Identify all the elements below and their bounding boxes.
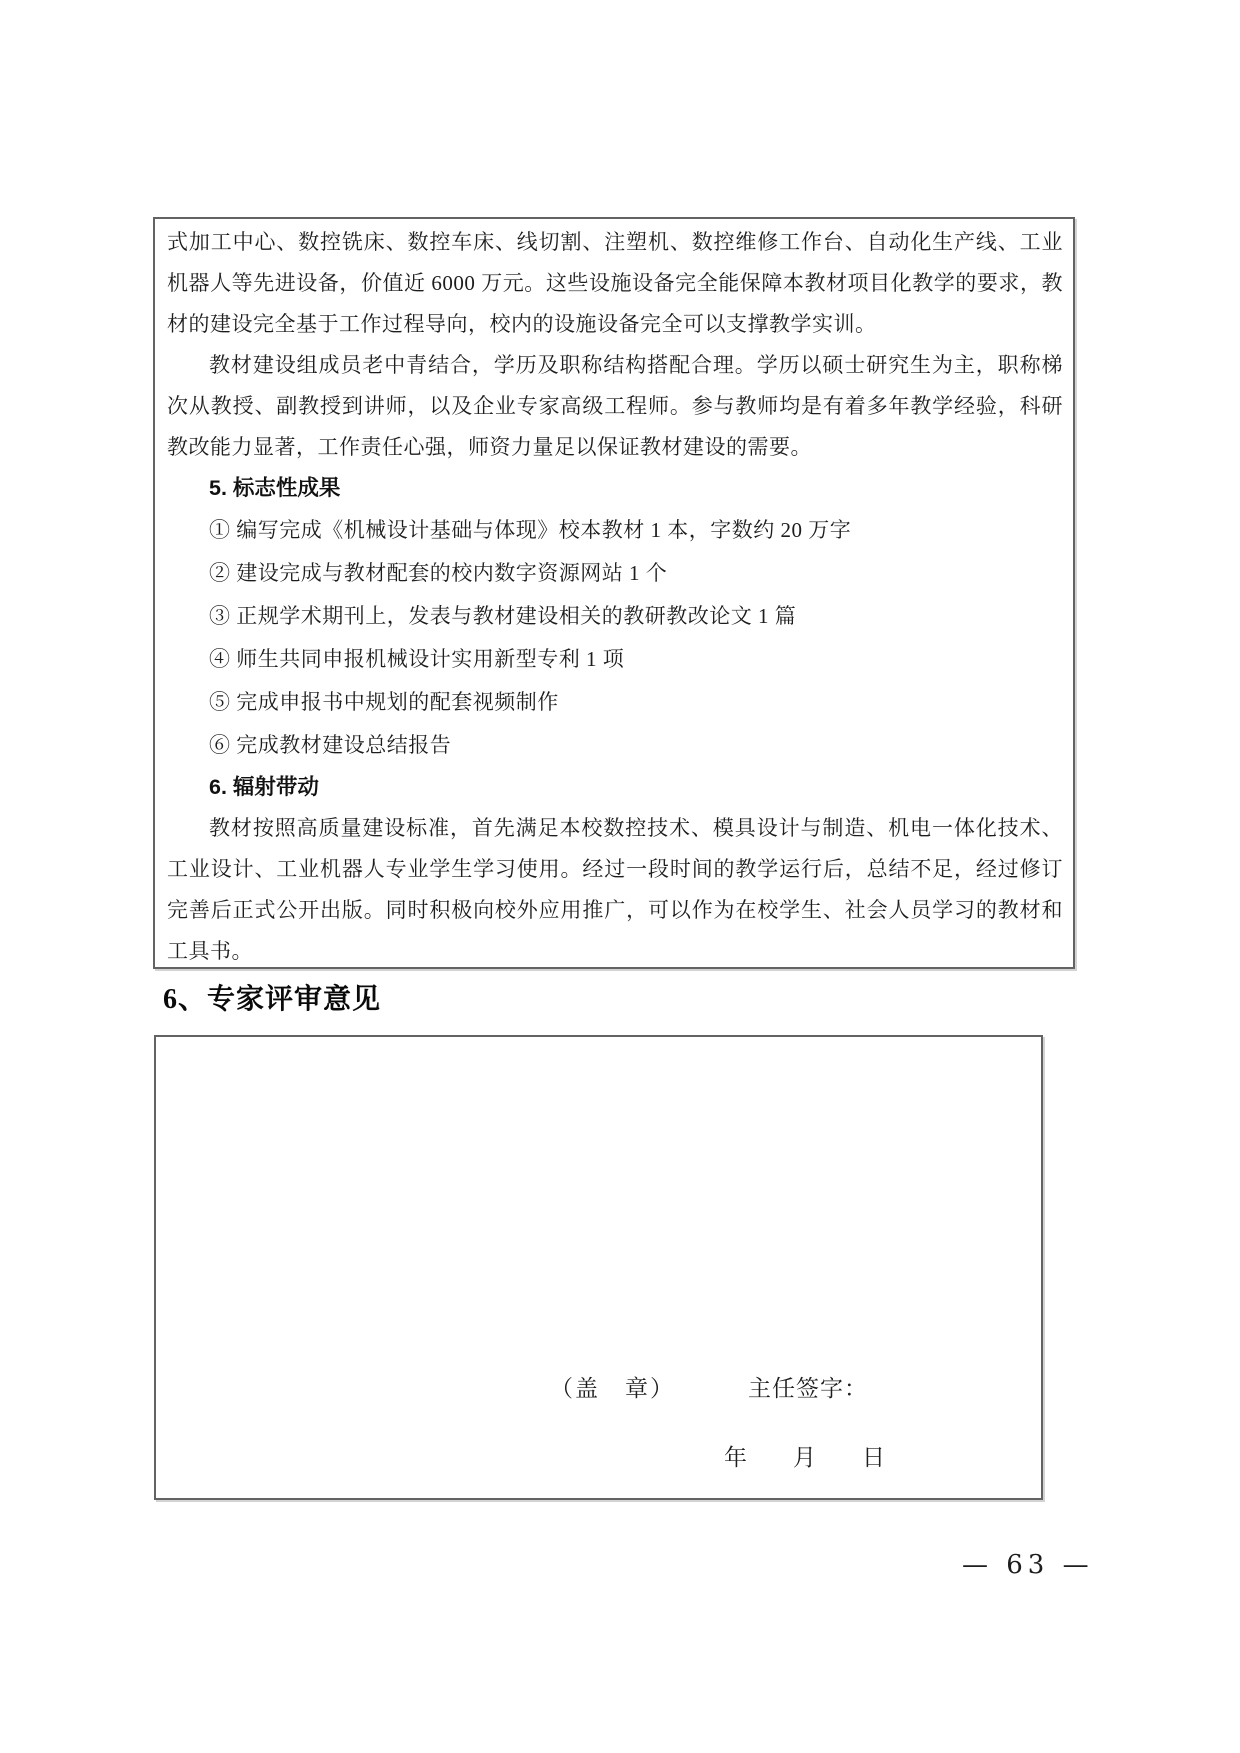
achievement-item-4: ④ 师生共同申报机械设计实用新型专利 1 项 bbox=[209, 647, 625, 671]
achievement-item-3: ③ 正规学术期刊上，发表与教材建设相关的教研教改论文 1 篇 bbox=[209, 604, 797, 628]
section6-heading: 6、专家评审意见 bbox=[163, 984, 382, 1015]
achievement-item-6: ⑥ 完成教材建设总结报告 bbox=[209, 733, 452, 757]
achievement-item-1: ① 编写完成《机械设计基础与体现》校本教材 1 本，字数约 20 万字 bbox=[209, 518, 852, 542]
seal-label: （盖 章） bbox=[550, 1376, 675, 1401]
subheading-landmark-results: 5. 标志性成果 bbox=[209, 476, 341, 500]
achievement-item-2: ② 建设完成与教材配套的校内数字资源网站 1 个 bbox=[209, 561, 668, 585]
director-signature-label: 主任签字： bbox=[748, 1376, 868, 1401]
section5-content-box bbox=[153, 217, 1075, 969]
subheading-radiation: 6. 辐射带动 bbox=[209, 775, 319, 799]
date-label: 年 月 日 bbox=[724, 1445, 885, 1470]
paragraph-team: 教材建设组成员老中青结合，学历及职称结构搭配合理。学历以硕士研究生为主，职称梯次从教授、副教授到讲师，以及企业专家高级工程师。参与教师均是有着多年教学经验，科研教改能力显著，工作责任心强，师资力量足以保证教材建设的需要。 bbox=[167, 353, 1063, 459]
paragraph-radiation: 教材按照高质量建设标准，首先满足本校数控技术、模具设计与制造、机电一体化技术、工业设计、工业机器人专业学生学习使用。经过一段时间的教学运行后，总结不足，经过修订完善后正式公开出版。同时积极向校外应用推广，可以作为在校学生、社会人员学习的教材和工具书。 bbox=[167, 816, 1063, 963]
page-number: — 63 — bbox=[962, 1550, 1094, 1580]
achievement-list bbox=[167, 509, 1063, 767]
paragraph-facilities: 式加工中心、数控铣床、数控车床、线切割、注塑机、数控维修工作台、自动化生产线、工业机器人等先进设备，价值近 6000 万元。这些设施设备完全能保障本教材项目化教学的要求，教材的建设完全基于工作过程导向，校内的设施设备完全可以支撑教学实训。 bbox=[167, 230, 1063, 336]
expert-review-box bbox=[154, 1035, 1043, 1500]
achievement-item-5: ⑤ 完成申报书中规划的配套视频制作 bbox=[209, 690, 559, 714]
